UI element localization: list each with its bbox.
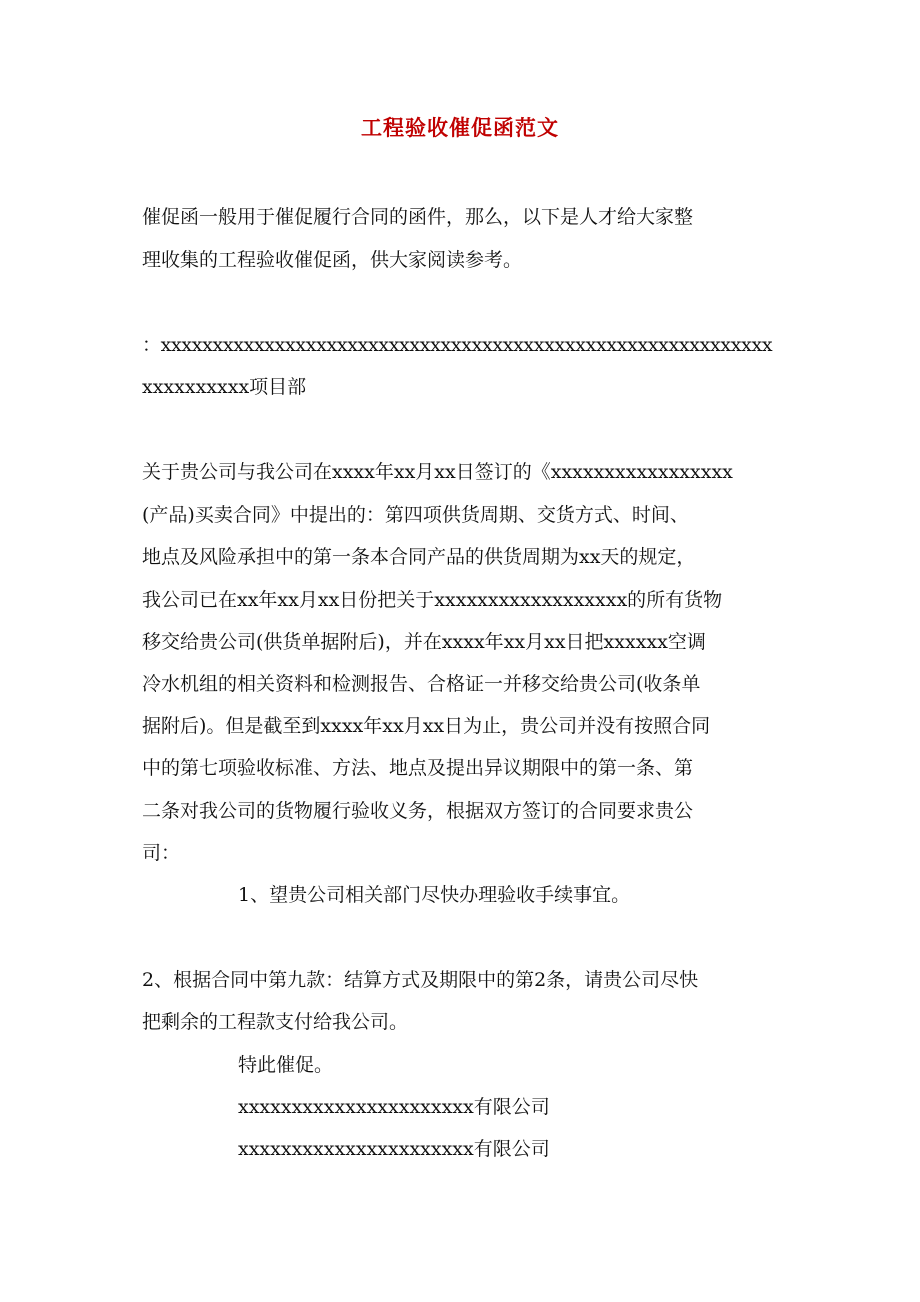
recipient-line-2: xxxxxxxxxx项目部	[142, 376, 307, 398]
intro-line-1: 催促函一般用于催促履行合同的函件，那么，以下是人才给大家整	[142, 206, 694, 228]
body-line-4: 我公司已在xx年xx月xx日份把关于xxxxxxxxxxxxxxxxxx的所有货物	[142, 589, 723, 611]
body-line-7: 据附后)。但是截至到xxxx年xx月xx日为止，贵公司并没有按照合同	[142, 715, 711, 737]
body-line-5: 移交给贵公司(供货单据附后)，并在xxxx年xx月xx日把xxxxxx空调	[142, 631, 706, 653]
intro-line-2: 理收集的工程验收催促函，供大家阅读参考。	[142, 249, 523, 271]
body-line-2: (产品)买卖合同》中提出的：第四项供货周期、交货方式、时间、	[142, 504, 689, 526]
body-line-3: 地点及风险承担中的第一条本合同产品的供货周期为xx天的规定，	[142, 546, 696, 568]
body-line-8: 中的第七项验收标准、方法、地点及提出异议期限中的第一条、第	[142, 757, 694, 779]
request-item-2-line-2: 把剩余的工程款支付给我公司。	[142, 1011, 409, 1033]
body-line-10: 司：	[142, 842, 181, 864]
closing-text: 特此催促。	[238, 1054, 334, 1076]
body-line-9: 二条对我公司的货物履行验收义务，根据双方签订的合同要求贵公	[142, 800, 694, 822]
body-line-6: 冷水机组的相关资料和检测报告、合格证一并移交给贵公司(收条单	[142, 673, 701, 695]
signature-line-1: xxxxxxxxxxxxxxxxxxxxxx有限公司	[238, 1096, 550, 1118]
recipient-line-1: ：xxxxxxxxxxxxxxxxxxxxxxxxxxxxxxxxxxxxxxxxxxxxxxxxxxxxxxxxxxx	[142, 334, 773, 356]
signature-line-2: xxxxxxxxxxxxxxxxxxxxxx有限公司	[238, 1138, 550, 1160]
body-line-1: 关于贵公司与我公司在xxxx年xx月xx日签订的《xxxxxxxxxxxxxxxxx	[142, 461, 733, 483]
request-item-1: 1、望贵公司相关部门尽快办理验收手续事宜。	[238, 884, 631, 906]
document-title: 工程验收催促函范文	[361, 115, 559, 140]
request-item-2-line-1: 2、根据合同中第九款：结算方式及期限中的第2条，请贵公司尽快	[142, 969, 699, 991]
